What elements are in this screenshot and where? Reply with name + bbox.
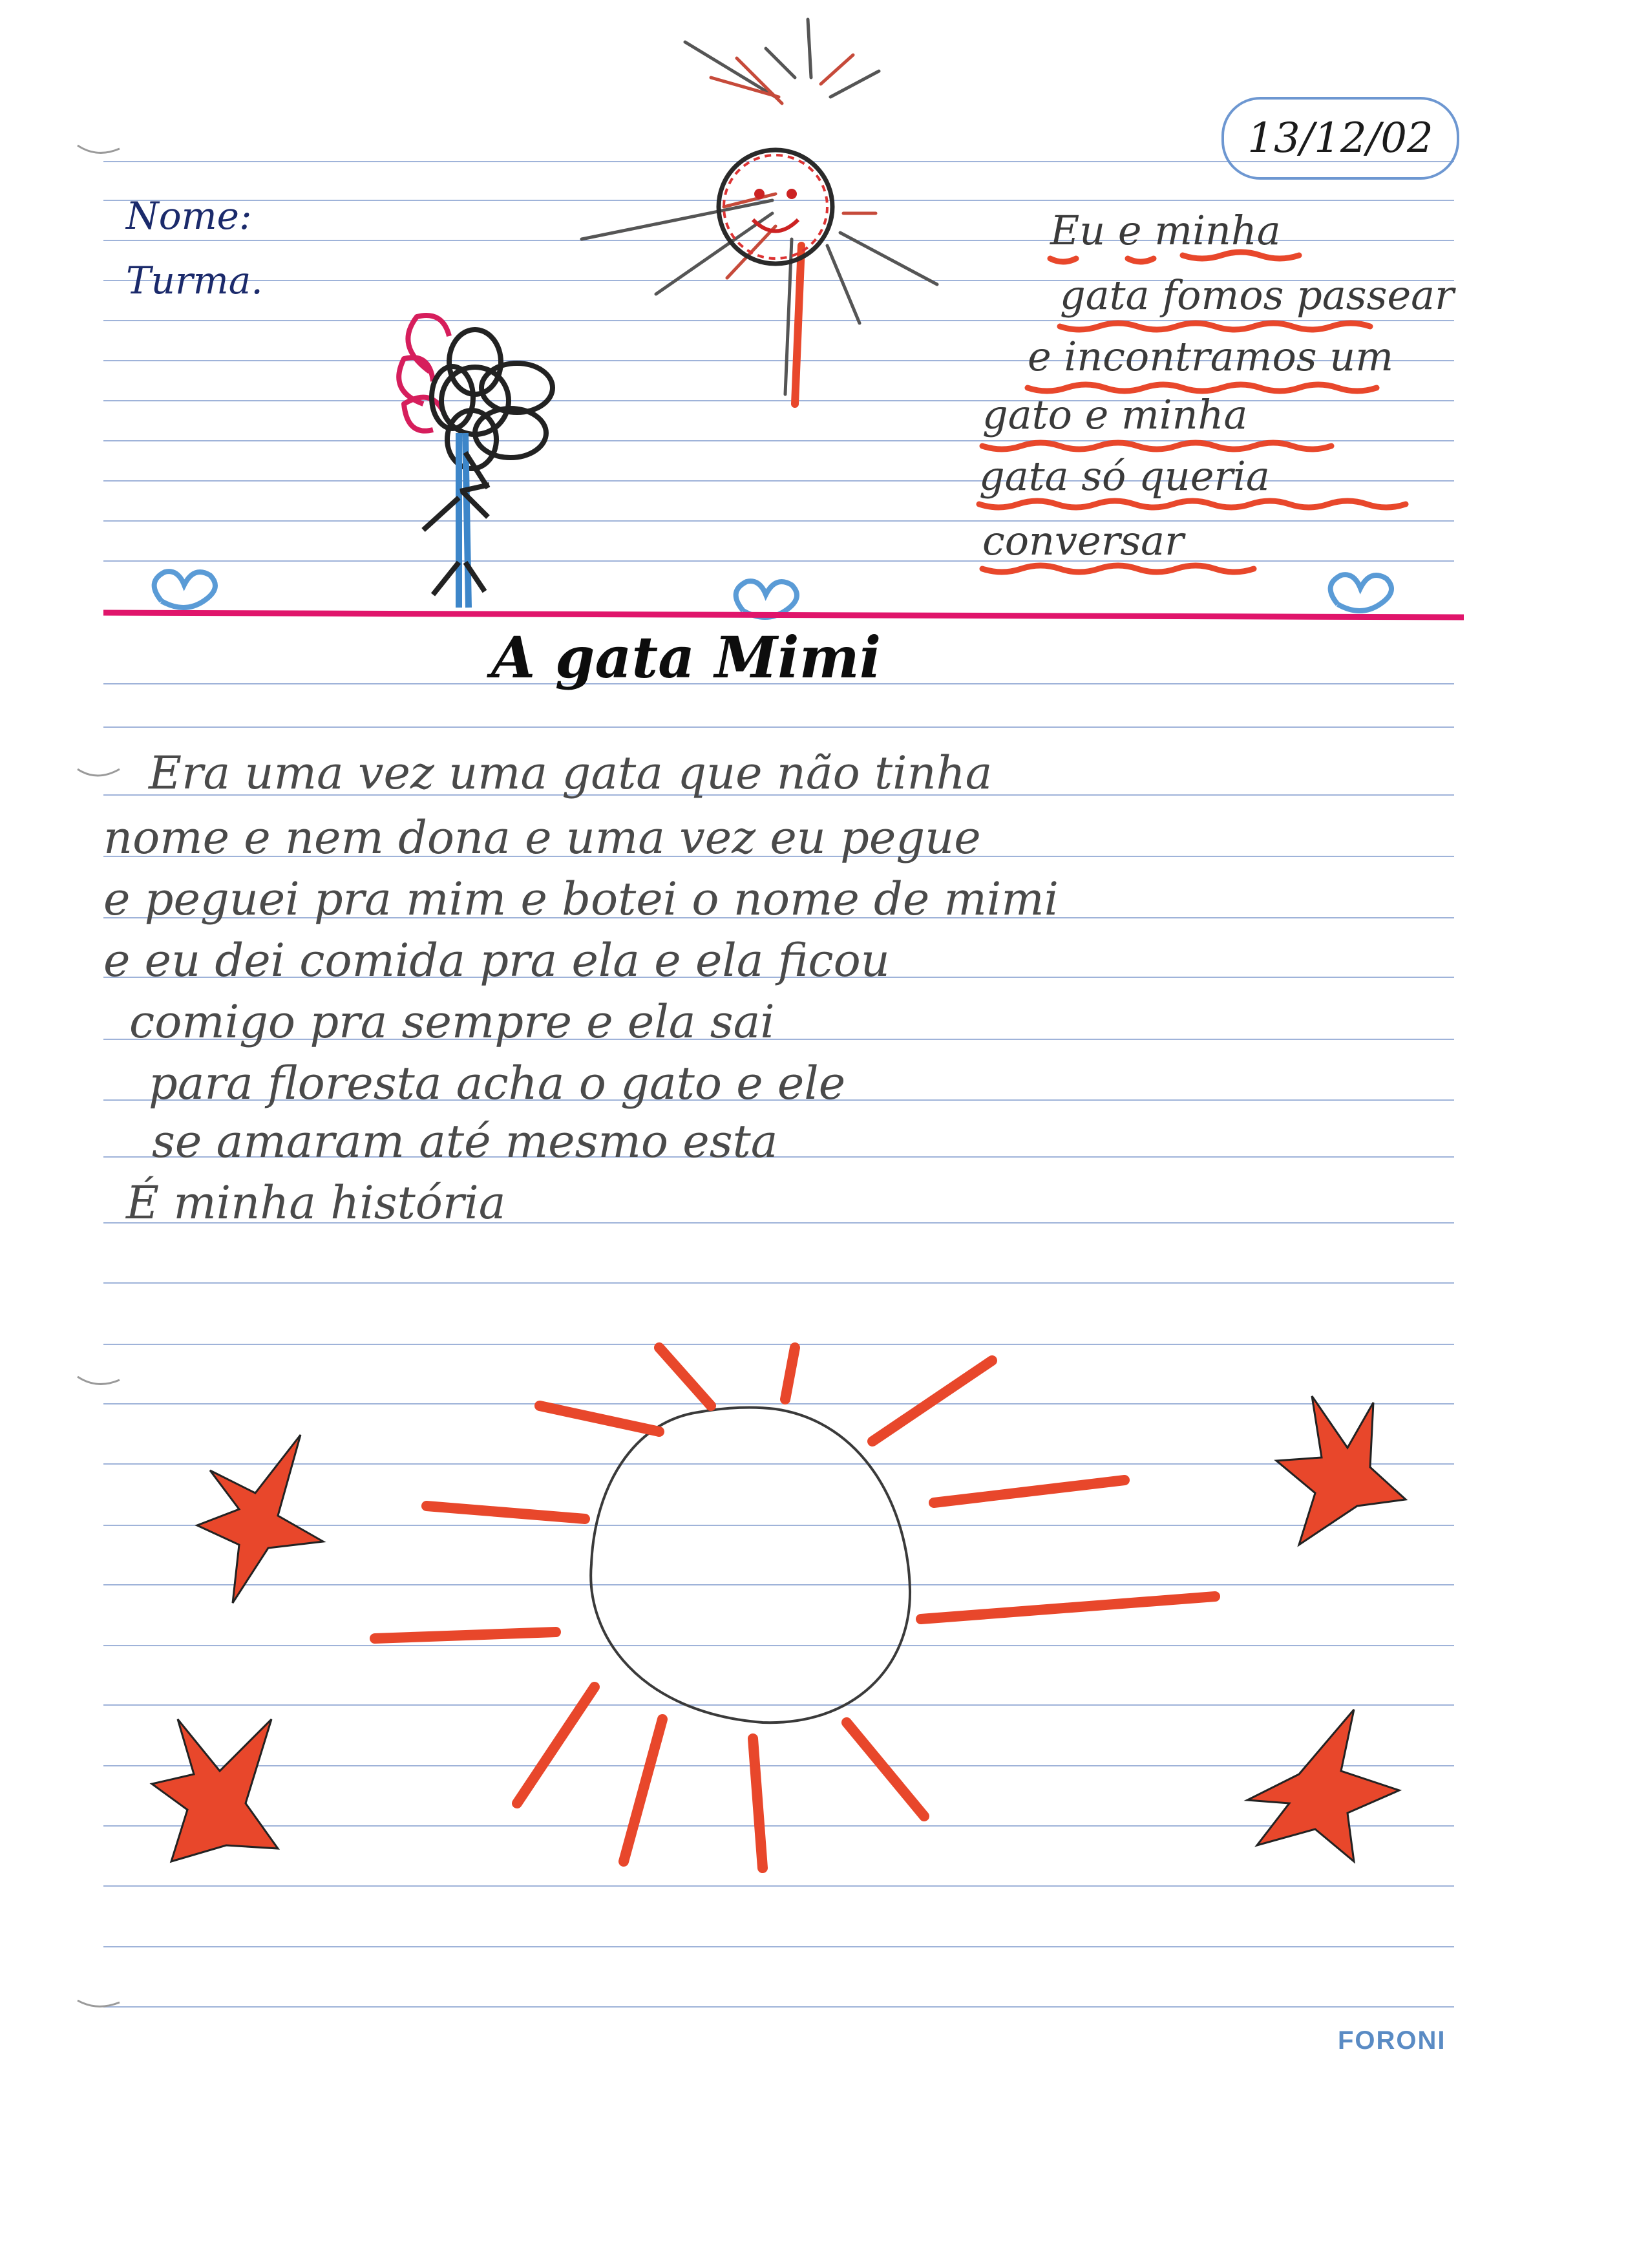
binder-hole-marks xyxy=(78,145,120,2006)
note-line: conversar xyxy=(982,517,1184,564)
note-line: gata só queria xyxy=(979,452,1270,500)
date-stamp: 13/12/02 xyxy=(1221,97,1459,180)
story-line: e eu dei comida pra ela e ela ficou xyxy=(103,934,890,987)
note-line: e incontramos um xyxy=(1028,333,1394,380)
class-field-label: Turma. xyxy=(126,259,263,302)
note-line: gato e minha xyxy=(982,391,1248,438)
note-line: gata fomos passear xyxy=(1060,271,1454,319)
star-icon xyxy=(1247,1710,1399,1861)
flower-icon xyxy=(399,315,553,608)
cloud-icon xyxy=(154,571,1391,617)
star-icon xyxy=(1276,1396,1406,1545)
ground-line xyxy=(103,613,1464,617)
notebook-brand: FORONI xyxy=(1338,2026,1446,2055)
big-sun-icon xyxy=(375,1293,1215,1868)
name-field-label: Nome: xyxy=(126,194,252,238)
story-line: para floresta acha o gato e ele xyxy=(149,1057,846,1110)
story-line: comigo pra sempre e ela sai xyxy=(129,995,775,1048)
story-line: se amaram até mesmo esta xyxy=(152,1115,778,1168)
note-line: Eu e minha xyxy=(1050,207,1281,254)
story-line: nome e nem dona e uma vez eu pegue xyxy=(103,811,981,864)
story-line: e peguei pra mim e botei o nome de mimi xyxy=(103,873,1059,926)
star-icon xyxy=(197,1435,323,1603)
story-line: É minha história xyxy=(126,1176,506,1229)
star-icon xyxy=(152,1719,278,1861)
top-sun-icon xyxy=(582,19,937,404)
story-title: A gata Mimi xyxy=(491,624,882,691)
story-line: Era uma vez uma gata que não tinha xyxy=(149,747,993,800)
